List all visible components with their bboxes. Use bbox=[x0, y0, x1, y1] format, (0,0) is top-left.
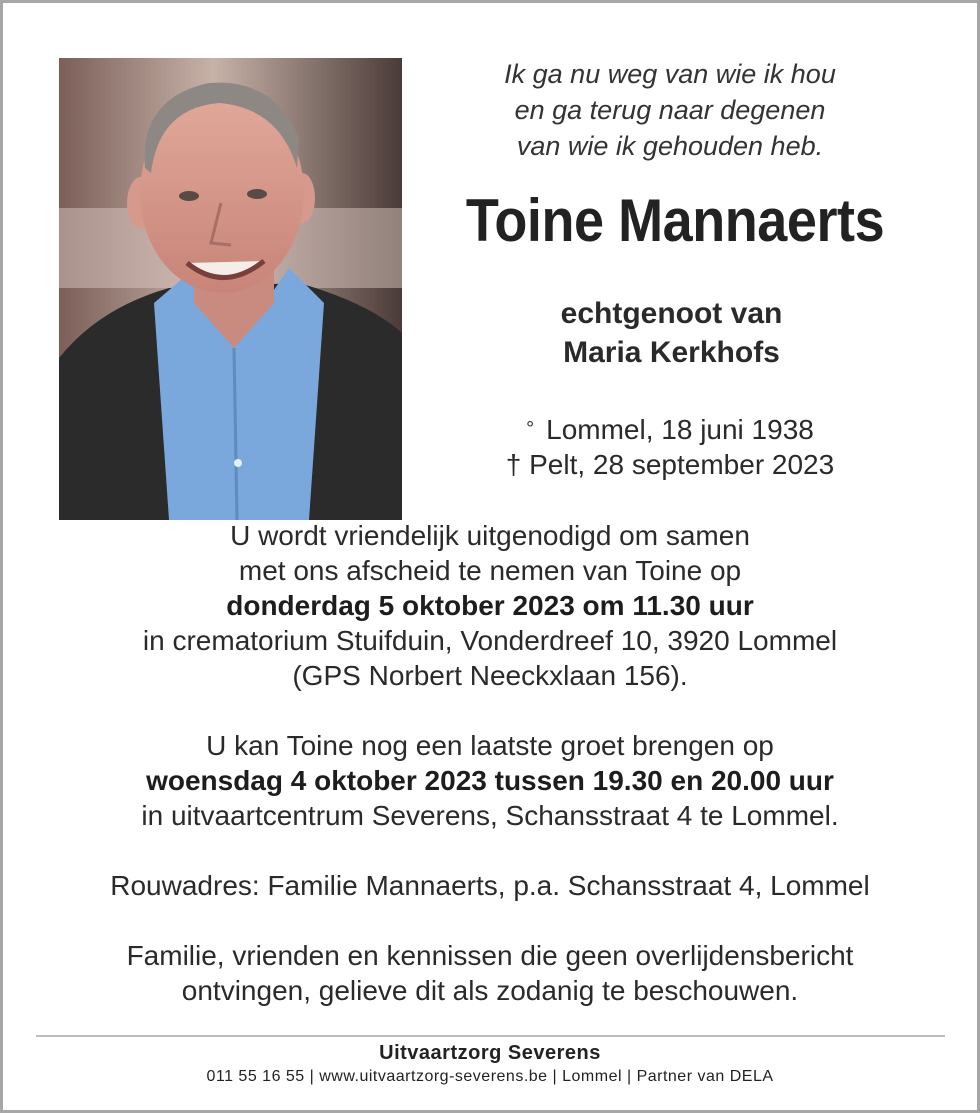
visitation-datetime: woensdag 4 oktober 2023 tussen 19.30 en 20.00 uur bbox=[146, 765, 834, 796]
portrait-icon bbox=[59, 58, 402, 520]
mourning-address: Rouwadres: Familie Mannaerts, p.a. Schansstraat 4, Lommel bbox=[110, 870, 870, 901]
ceremony-datetime: donderdag 5 oktober 2023 om 11.30 uur bbox=[226, 590, 754, 621]
spouse-block bbox=[420, 294, 923, 372]
funeral-company-name: Uitvaartzorg Severens bbox=[379, 1042, 601, 1064]
deceased-name: Toine Mannaerts bbox=[465, 187, 885, 254]
birth-line bbox=[440, 412, 900, 447]
birth-date: Lommel, 18 juni 1938 bbox=[546, 414, 814, 445]
visitation-location: in uitvaartcentrum Severens, Schansstraat 4 te Lommel. bbox=[141, 800, 839, 831]
announcement-body bbox=[40, 518, 940, 1008]
poem-line: en ga terug naar degenen bbox=[514, 95, 826, 125]
funeral-company-contact: 011 55 16 55 | www.uitvaartzorg-severens.be | Lommel | Partner van DELA bbox=[206, 1068, 774, 1085]
poem-line: Ik ga nu weg van wie ik hou bbox=[504, 59, 836, 89]
relation-label: echtgenoot van bbox=[560, 297, 783, 330]
visitation-line: U kan Toine nog een laatste groet brengen op bbox=[206, 730, 774, 761]
footer-divider bbox=[36, 1035, 945, 1037]
ceremony-invite-line: U wordt vriendelijk uitgenodigd om samen bbox=[230, 520, 750, 551]
life-dates bbox=[440, 412, 900, 482]
death-date: † Pelt, 28 september 2023 bbox=[505, 449, 835, 480]
notice-line: Familie, vrienden en kennissen die geen overlijdensbericht bbox=[126, 940, 854, 971]
ceremony-invite-line: met ons afscheid te nemen van Toine op bbox=[238, 555, 742, 586]
notice-line: ontvingen, gelieve dit als zodanig te beschouwen. bbox=[181, 975, 799, 1006]
birth-symbol: ° bbox=[526, 418, 535, 440]
spouse-name: Maria Kerkhofs bbox=[563, 336, 780, 369]
ceremony-gps: (GPS Norbert Neeckxlaan 156). bbox=[292, 660, 688, 691]
portrait-photo bbox=[59, 58, 402, 520]
poem-line: van wie ik gehouden heb. bbox=[516, 131, 824, 161]
poem bbox=[420, 56, 920, 164]
ceremony-location: in crematorium Stuifduin, Vonderdreef 10, 3920 Lommel bbox=[142, 625, 838, 656]
